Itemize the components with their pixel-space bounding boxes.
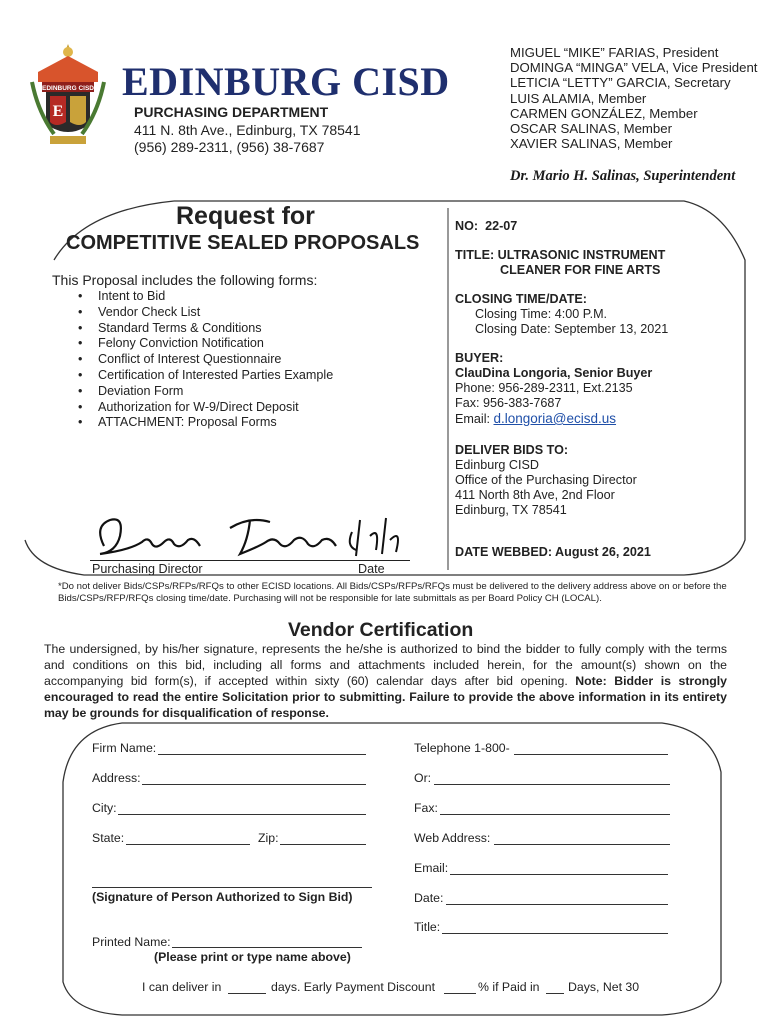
district-logo xyxy=(28,42,108,148)
vendor-cert-text: The undersigned, by his/her signature, represents the he/she is authorized to bind the bidder to fully comply with the terms and conditions on this bid, including all forms and attachments included herein, for the amount(s) shown on the accompanying bid form(s), if accepted within sixty (60) calendar days after bid opening. Note: Bidder is strongly encouraged to read the entire Solicitation prior to submitting. Failure to provide the above information in its entirety may be grounds for disqualification of response. xyxy=(44,642,727,720)
forms-list xyxy=(78,289,333,431)
address-field[interactable] xyxy=(142,784,366,785)
title-field[interactable] xyxy=(442,933,668,934)
vendor-cert-title: Vendor Certification xyxy=(288,619,474,641)
fax-field[interactable] xyxy=(440,814,670,815)
date-field-label: Date: xyxy=(414,891,444,905)
deliver-label: DELIVER BIDS TO: xyxy=(455,443,569,457)
forms-intro: This Proposal includes the following forms: xyxy=(52,272,318,288)
director-signature xyxy=(90,506,420,562)
list-item: • Authorization for W-9/Direct Deposit xyxy=(78,400,333,416)
proposal-title-line2: CLEANER FOR FINE ARTS xyxy=(500,263,661,277)
bidder-signature-field[interactable] xyxy=(92,887,372,888)
email-label: Email: xyxy=(414,861,449,875)
state-label: State: xyxy=(92,831,125,845)
board-member: CARMEN GONZÁLEZ, Member xyxy=(510,105,698,121)
paid-in-label: % if Paid in xyxy=(478,980,540,994)
state-field[interactable] xyxy=(126,844,250,845)
list-item: • ATTACHMENT: Proposal Forms xyxy=(78,415,333,431)
title-label: Title: xyxy=(414,920,441,934)
deliver-line: Office of the Purchasing Director xyxy=(455,473,637,487)
svg-text:EDINBURG CISD: EDINBURG CISD xyxy=(41,85,95,92)
date-line xyxy=(352,560,410,561)
telephone-field[interactable] xyxy=(514,754,668,755)
early-discount-label: days. Early Payment Discount xyxy=(271,980,436,994)
board-member: MIGUEL “MIKE” FARIAS, President xyxy=(510,45,719,60)
email-field[interactable] xyxy=(450,874,668,875)
delivery-days-field[interactable] xyxy=(228,993,266,994)
board-members xyxy=(510,45,760,151)
svg-text:E: E xyxy=(52,103,64,120)
superintendent: Dr. Mario H. Salinas, Superintendent xyxy=(510,168,736,184)
delivery-disclaimer: *Do not deliver Bids/CSPs/RFPs/RFQs to other ECISD locations. All Bids/CSPs/RFPs/RFQs must be delivered to the delivery address above on or before the Bids/CSPs/RFP/RFQs closing time/date. Purchasing will not be responsible for late submittals as per Board Policy CH (LOCAL). xyxy=(58,581,727,604)
printed-name-note: (Please print or type name above) xyxy=(154,950,351,964)
web-address-label: Web Address: xyxy=(414,831,491,845)
board-member: LUIS ALAMIA, Member xyxy=(510,90,647,106)
closing-date: Closing Date: September 13, 2021 xyxy=(475,322,669,336)
request-subtitle: COMPETITIVE SEALED PROPOSALS xyxy=(66,232,420,254)
web-address-field[interactable] xyxy=(494,844,670,845)
closing-time: Closing Time: 4:00 P.M. xyxy=(475,307,608,321)
address-line: 411 N. 8th Ave., Edinburg, TX 78541 xyxy=(134,122,361,138)
org-title: EDINBURG CISD xyxy=(122,59,450,104)
proposal-number: NO: 22-07 xyxy=(455,219,518,233)
discount-percent-field[interactable] xyxy=(444,993,476,994)
buyer-email-link[interactable]: d.longoria@ecisd.us xyxy=(493,411,617,426)
board-member: XAVIER SALINAS, Member xyxy=(510,136,673,152)
buyer-email-row: Email: d.longoria@ecisd.us xyxy=(455,411,617,426)
list-item: • Standard Terms & Conditions xyxy=(78,321,333,337)
firm-name-label: Firm Name: xyxy=(92,741,157,755)
alt-phone-label: Or: xyxy=(414,771,432,785)
date-label: Date xyxy=(358,562,385,576)
deliver-line: 411 North 8th Ave, 2nd Floor xyxy=(455,488,615,502)
telephone-label: Telephone 1-800- xyxy=(414,741,510,755)
list-item: • Conflict of Interest Questionnaire xyxy=(78,352,333,368)
printed-name-label: Printed Name: xyxy=(92,935,171,949)
deliver-in-label: I can deliver in xyxy=(142,980,222,994)
proposal-title: TITLE: ULTRASONIC INSTRUMENT xyxy=(455,248,666,262)
list-item: • Deviation Form xyxy=(78,384,333,400)
buyer-name: ClauDina Longoria, Senior Buyer xyxy=(455,366,653,380)
department-name: PURCHASING DEPARTMENT xyxy=(134,104,329,120)
buyer-label: BUYER: xyxy=(455,351,504,365)
list-item: • Certification of Interested Parties Example xyxy=(78,368,333,384)
deliver-line: Edinburg CISD xyxy=(455,458,539,472)
phone-line: (956) 289-2311, (956) 38-7687 xyxy=(134,139,325,155)
net-terms-label: Days, Net 30 xyxy=(568,980,640,994)
signature-line xyxy=(90,560,380,561)
board-member: OSCAR SALINAS, Member xyxy=(510,121,672,137)
list-item: • Felony Conviction Notification xyxy=(78,336,333,352)
firm-name-field[interactable] xyxy=(158,754,366,755)
buyer-fax: Fax: 956-383-7687 xyxy=(455,396,562,410)
zip-field[interactable] xyxy=(280,844,366,845)
city-label: City: xyxy=(92,801,117,815)
city-field[interactable] xyxy=(118,814,366,815)
alt-phone-field[interactable] xyxy=(434,784,670,785)
printed-name-field[interactable] xyxy=(172,947,362,948)
department-address xyxy=(134,122,361,156)
deliver-line: Edinburg, TX 78541 xyxy=(455,503,567,517)
vendor-form-frame xyxy=(62,722,722,1016)
buyer-phone: Phone: 956-289-2311, Ext.2135 xyxy=(455,381,633,395)
zip-label: Zip: xyxy=(258,831,279,845)
closing-label: CLOSING TIME/DATE: xyxy=(455,292,587,306)
purchasing-director-label: Purchasing Director xyxy=(92,562,203,576)
date-webbed: DATE WEBBED: August 26, 2021 xyxy=(455,545,651,559)
request-title: Request for xyxy=(176,202,315,230)
address-label: Address: xyxy=(92,771,141,785)
list-item: • Vendor Check List xyxy=(78,305,333,321)
board-member: DOMINGA “MINGA” VELA, Vice President xyxy=(510,60,758,76)
fax-label: Fax: xyxy=(414,801,438,815)
list-item: • Intent to Bid xyxy=(78,289,333,305)
date-field[interactable] xyxy=(446,904,668,905)
paid-days-field[interactable] xyxy=(546,993,564,994)
proposal-number-value: 22-07 xyxy=(485,219,518,233)
signature-note: (Signature of Person Authorized to Sign Bid) xyxy=(92,890,353,904)
board-member: LETICIA “LETTY” GARCIA, Secretary xyxy=(510,75,731,91)
